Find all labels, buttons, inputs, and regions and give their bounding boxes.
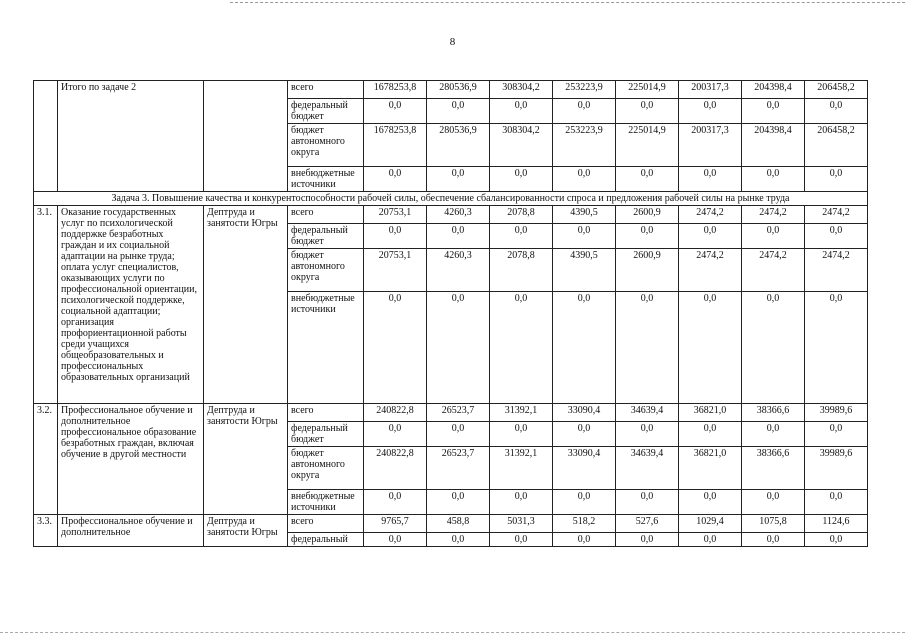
amount-cell: 0,0 xyxy=(742,224,805,249)
amount-cell: 0,0 xyxy=(805,224,868,249)
amount-cell: 9765,7 xyxy=(364,515,427,533)
amount-cell: 1029,4 xyxy=(679,515,742,533)
amount-cell: 0,0 xyxy=(616,167,679,192)
amount-cell: 20753,1 xyxy=(364,206,427,224)
amount-cell: 200317,3 xyxy=(679,81,742,99)
task-section-row xyxy=(34,192,868,206)
measure-name: Профессиональное обучение и дополнительное xyxy=(58,515,204,547)
amount-cell: 0,0 xyxy=(427,422,490,447)
amount-cell: 0,0 xyxy=(553,422,616,447)
amount-cell: 0,0 xyxy=(490,224,553,249)
funding-source: внебюджетные источники xyxy=(288,292,364,404)
amount-cell: 0,0 xyxy=(490,533,553,547)
table-row xyxy=(34,206,868,224)
amount-cell: 34639,4 xyxy=(616,404,679,422)
table-row xyxy=(34,404,868,422)
amount-cell: 1124,6 xyxy=(805,515,868,533)
row-number: 3.1. xyxy=(34,206,58,404)
amount-cell: 0,0 xyxy=(805,422,868,447)
amount-cell: 206458,2 xyxy=(805,124,868,167)
amount-cell: 0,0 xyxy=(679,533,742,547)
amount-cell: 0,0 xyxy=(805,167,868,192)
funding-source: бюджет автономного округа xyxy=(288,249,364,292)
row-number xyxy=(34,81,58,192)
amount-cell: 0,0 xyxy=(742,99,805,124)
amount-cell: 240822,8 xyxy=(364,404,427,422)
amount-cell: 200317,3 xyxy=(679,124,742,167)
amount-cell: 1075,8 xyxy=(742,515,805,533)
amount-cell: 31392,1 xyxy=(490,447,553,490)
amount-cell: 1678253,8 xyxy=(364,124,427,167)
amount-cell: 2078,8 xyxy=(490,206,553,224)
page-number: 8 xyxy=(449,36,456,48)
amount-cell: 0,0 xyxy=(742,490,805,515)
amount-cell: 280536,9 xyxy=(427,81,490,99)
amount-cell: 0,0 xyxy=(679,224,742,249)
funding-source: всего xyxy=(288,515,364,533)
row-number: 3.2. xyxy=(34,404,58,515)
amount-cell: 0,0 xyxy=(553,167,616,192)
amount-cell: 0,0 xyxy=(742,533,805,547)
amount-cell: 2600,9 xyxy=(616,249,679,292)
amount-cell: 0,0 xyxy=(427,292,490,404)
amount-cell: 2078,8 xyxy=(490,249,553,292)
amount-cell: 4260,3 xyxy=(427,249,490,292)
amount-cell: 1678253,8 xyxy=(364,81,427,99)
amount-cell: 26523,7 xyxy=(427,404,490,422)
amount-cell: 0,0 xyxy=(364,490,427,515)
amount-cell: 0,0 xyxy=(490,167,553,192)
amount-cell: 4390,5 xyxy=(553,206,616,224)
amount-cell: 0,0 xyxy=(742,422,805,447)
amount-cell: 0,0 xyxy=(490,422,553,447)
funding-source: всего xyxy=(288,206,364,224)
amount-cell: 518,2 xyxy=(553,515,616,533)
amount-cell: 0,0 xyxy=(553,224,616,249)
amount-cell: 0,0 xyxy=(805,292,868,404)
amount-cell: 0,0 xyxy=(427,99,490,124)
amount-cell: 0,0 xyxy=(679,490,742,515)
amount-cell: 0,0 xyxy=(364,292,427,404)
amount-cell: 0,0 xyxy=(616,292,679,404)
amount-cell: 225014,9 xyxy=(616,81,679,99)
amount-cell: 2600,9 xyxy=(616,206,679,224)
task-section-heading: Задача 3. Повышение качества и конкурентоспособности рабочей силы, обеспечение сбалансированности спроса и предложения рабочей силы на рынке труда xyxy=(34,192,868,206)
amount-cell: 0,0 xyxy=(553,490,616,515)
amount-cell: 253223,9 xyxy=(553,124,616,167)
amount-cell: 204398,4 xyxy=(742,124,805,167)
amount-cell: 33090,4 xyxy=(553,447,616,490)
funding-source: внебюджетные источники xyxy=(288,490,364,515)
amount-cell: 0,0 xyxy=(364,533,427,547)
row-number: 3.3. xyxy=(34,515,58,547)
funding-source: всего xyxy=(288,404,364,422)
funding-source: внебюджетные источники xyxy=(288,167,364,192)
amount-cell: 2474,2 xyxy=(805,206,868,224)
amount-cell: 31392,1 xyxy=(490,404,553,422)
amount-cell: 26523,7 xyxy=(427,447,490,490)
amount-cell: 240822,8 xyxy=(364,447,427,490)
amount-cell: 308304,2 xyxy=(490,81,553,99)
amount-cell: 0,0 xyxy=(427,490,490,515)
measure-name: Профессиональное обучение и дополнительное профессиональное образование безработных граждан, включая обучение в другой местности xyxy=(58,404,204,515)
amount-cell: 0,0 xyxy=(805,533,868,547)
amount-cell: 36821,0 xyxy=(679,447,742,490)
budget-table xyxy=(33,80,868,547)
funding-source: федеральный бюджет xyxy=(288,224,364,249)
amount-cell: 280536,9 xyxy=(427,124,490,167)
amount-cell: 308304,2 xyxy=(490,124,553,167)
amount-cell: 2474,2 xyxy=(679,206,742,224)
amount-cell: 0,0 xyxy=(616,422,679,447)
amount-cell: 0,0 xyxy=(742,292,805,404)
amount-cell: 0,0 xyxy=(553,292,616,404)
amount-cell: 20753,1 xyxy=(364,249,427,292)
amount-cell: 0,0 xyxy=(616,224,679,249)
amount-cell: 0,0 xyxy=(490,490,553,515)
amount-cell: 38366,6 xyxy=(742,447,805,490)
amount-cell: 34639,4 xyxy=(616,447,679,490)
amount-cell: 0,0 xyxy=(679,292,742,404)
amount-cell: 0,0 xyxy=(364,167,427,192)
amount-cell: 0,0 xyxy=(616,490,679,515)
budget-table-body xyxy=(34,81,868,547)
amount-cell: 0,0 xyxy=(616,99,679,124)
amount-cell: 0,0 xyxy=(553,99,616,124)
amount-cell: 0,0 xyxy=(427,167,490,192)
amount-cell: 39989,6 xyxy=(805,404,868,422)
amount-cell: 39989,6 xyxy=(805,447,868,490)
amount-cell: 0,0 xyxy=(490,292,553,404)
amount-cell: 0,0 xyxy=(427,533,490,547)
funding-source: всего xyxy=(288,81,364,99)
amount-cell: 0,0 xyxy=(805,99,868,124)
amount-cell: 0,0 xyxy=(679,99,742,124)
scan-top-edge xyxy=(230,2,905,3)
funding-source: бюджет автономного округа xyxy=(288,447,364,490)
executor: Дептруда и занятости Югры xyxy=(204,206,288,404)
measure-name: Оказание государственных услуг по психологической поддержке безработных граждан и их социальной адаптации на рынке труда; оплата услуг специалистов, оказывающих услуги по профессиональной ориентации, психологической поддержке, социальной адаптации; организация профориентационной работы среди учащихся общеобразовательных и профессиональных образовательных организаций xyxy=(58,206,204,404)
amount-cell: 0,0 xyxy=(490,99,553,124)
amount-cell: 0,0 xyxy=(679,167,742,192)
amount-cell: 4260,3 xyxy=(427,206,490,224)
amount-cell: 0,0 xyxy=(679,422,742,447)
amount-cell: 0,0 xyxy=(616,533,679,547)
amount-cell: 206458,2 xyxy=(805,81,868,99)
funding-source: бюджет автономного округа xyxy=(288,124,364,167)
amount-cell: 0,0 xyxy=(364,99,427,124)
amount-cell: 5031,3 xyxy=(490,515,553,533)
measure-name: Итого по задаче 2 xyxy=(58,81,204,192)
scan-bottom-edge xyxy=(0,632,905,633)
amount-cell: 38366,6 xyxy=(742,404,805,422)
amount-cell: 4390,5 xyxy=(553,249,616,292)
amount-cell: 0,0 xyxy=(553,533,616,547)
amount-cell: 204398,4 xyxy=(742,81,805,99)
amount-cell: 0,0 xyxy=(805,490,868,515)
executor: Дептруда и занятости Югры xyxy=(204,515,288,547)
funding-source: федеральный бюджет xyxy=(288,422,364,447)
funding-source: федеральный бюджет xyxy=(288,99,364,124)
amount-cell: 225014,9 xyxy=(616,124,679,167)
amount-cell: 2474,2 xyxy=(805,249,868,292)
funding-source: федеральный xyxy=(288,533,364,547)
amount-cell: 527,6 xyxy=(616,515,679,533)
amount-cell: 2474,2 xyxy=(742,206,805,224)
amount-cell: 253223,9 xyxy=(553,81,616,99)
amount-cell: 0,0 xyxy=(427,224,490,249)
amount-cell: 36821,0 xyxy=(679,404,742,422)
amount-cell: 458,8 xyxy=(427,515,490,533)
amount-cell: 0,0 xyxy=(742,167,805,192)
amount-cell: 2474,2 xyxy=(742,249,805,292)
executor: Дептруда и занятости Югры xyxy=(204,404,288,515)
amount-cell: 33090,4 xyxy=(553,404,616,422)
table-row xyxy=(34,515,868,533)
table-row xyxy=(34,81,868,99)
amount-cell: 0,0 xyxy=(364,224,427,249)
amount-cell: 0,0 xyxy=(364,422,427,447)
executor xyxy=(204,81,288,192)
amount-cell: 2474,2 xyxy=(679,249,742,292)
